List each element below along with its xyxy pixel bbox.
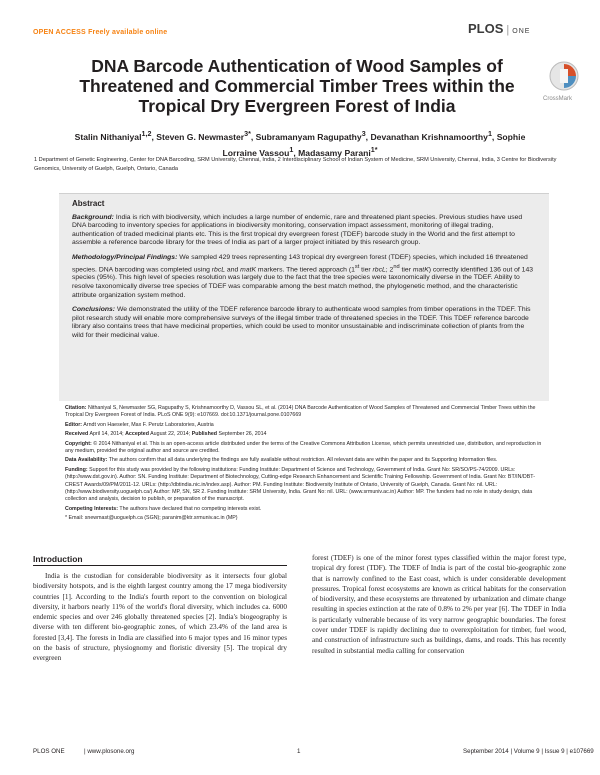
intro-column-right: forest (TDEF) is one of the minor forest types classified within the major forest type, tropical dry forest (TDF). The TDEF of India is part of the costal bio-geographic zone that is narrowly confined to the East coast, which is under considerable development pressures. Tropical forest ecosystems are known as critical habitats for the conservation of biodiversity, and these ecosystems are threatened by urbanization and climate change resulting in species extinction at the rate of 0.8% to 2% per year [6]. The TDEF in India is particularly vulnerable because of its very narrow geographic boundaries. The forest cover under TDEF is rapidly declining due to overexploitation for timber, fuel wood, and construction of infrastructure such as buildings, dams, and roads. This has recently resulted in substantial media calling for conservation xyxy=(312,554,566,655)
footer-page-number: 1 xyxy=(297,748,301,755)
abstract-conclusions: Conclusions: We demonstrated the utility of the TDEF reference barcode library to authenticate wood samples from timber operations in the TDEF. This pilot research study will enable more comprehensive surveys of the illegal timber trade of threatened species in the TDEF. This TDEF reference barcode library also contains trees that have medicinal properties, which could be used to monitor unsustainable and indiscriminate collection of plants from the wild for their medicinal value. xyxy=(72,306,531,339)
author-list: Stalin Nithaniyal$^{1,2}$, Steven G. Newmaster$^{3*}$, Subramanyam Ragupathy$^3$, Devanathan Krishnamoorthy$^1$, Sophie Lorraine Vassou$^1$, Madasamy Parani$^{1*}$ xyxy=(74,130,526,158)
abstract-box xyxy=(59,193,549,401)
open-access-banner xyxy=(33,29,167,36)
editor: Editor: Arndt von Haeseler, Max F. Perutz Laboratories, Austria xyxy=(65,421,214,428)
competing-interests: Competing Interests: The authors have declared that no competing interests exist. xyxy=(65,505,262,512)
funding: Funding: Support for this study was provided by the following institutions: Funding Institute: Department of Science and Technology, Government of India. Grant No: SR/SO/PS-74/2009. URLs: (http://www.dst.gov.in). Author: SN. Funding Institute: Department of Biotechnology, Cutting-edge Research Enhancement and Scientific Training Fellowship. Government of India. Grant No: BT/IN/DBT-CREST Awards/09/PM/2011-12. URLs: (http://dbtindia.nic.in/index.asp). Author: PM. Funding Institute: Biodiversity Institute of Ontario, University of Guelph, Canada. Grant No: nil. URL: (http://www.biodiversity.uoguelph.ca/) Author: MP, SN, SR 2. Funding Institute: SRM University, India. Grant No: nil. URL: (www.srmuniv.ac.in) Author: MP. The funders had no role in study design, data collection and analysis, decision to publish, or preparation of the manuscript. xyxy=(65,466,535,503)
article-metadata xyxy=(65,405,543,525)
crossmark-label: CrossMark xyxy=(543,96,573,102)
author[interactable]: Devanathan Krishnamoorthy$^1$ xyxy=(370,130,492,142)
section-divider xyxy=(33,565,287,566)
abstract-methods: Methodology/Principal Findings: We sampled 429 trees representing 143 tropical dry evergreen forest (TDEF) species, which included 16 threatened species. DNA barcoding was completed using rbcL and matK markers. The tiered approach (1st tier rbcL; 2nd tier matK) correctly identified 136 out of 143 species (95%). This high level of species resolution was largely due to the fact that the tree species were taxonomically diverse in the TDEF. Ability to resolve taxonomically diverse tree species of TDEF was comparable among the best match method, the phylogenetic method, and the characteristic attribute organization system method. xyxy=(72,253,534,299)
open-access-label: OPEN ACCESS xyxy=(33,29,86,36)
author[interactable]: Steven G. Newmaster$^{3*}$ xyxy=(156,130,251,142)
abstract-heading: Abstract xyxy=(72,199,105,208)
dates: Received April 14, 2014; Accepted August 22, 2014; Published September 26, 2014 xyxy=(65,431,267,438)
footer-journal: PLOS ONE xyxy=(33,748,65,755)
footer-issue: September 2014 | Volume 9 | Issue 9 | e107669 xyxy=(463,748,594,755)
article-title: DNA Barcode Authentication of Wood Samples of Threatened and Commercial Timber Trees within the Tropical Dry Evergreen Forest of India xyxy=(79,56,515,116)
freely-available-label: Freely available online xyxy=(88,29,168,36)
copyright: Copyright: © 2014 Nithaniyal et al. This is an open-access article distributed under the terms of the Creative Commons Attribution License, which permits unrestricted use, distribution, and reproduction in any medium, provided the original author and source are credited. xyxy=(65,440,542,455)
author[interactable]: Sophie Lorraine Vassou$^1$ xyxy=(222,131,526,158)
contact-email[interactable]: * Email: snewmast@uoguelph.ca (SGN); paranim@ktr.srmuniv.ac.in (MP) xyxy=(65,515,238,522)
author[interactable]: Subramanyam Ragupathy$^3$ xyxy=(255,130,366,142)
citation: Citation: Nithaniyal S, Newmaster SG, Ragupathy S, Krishnamoorthy D, Vassou SL, et al. (2014) DNA Barcode Authentication of Wood Samples of Threatened and Commercial Timber Trees within the Tropical Dry Evergreen Forest of India. PLoS ONE 9(9): e107669. doi:10.1371/journal.pone.0107669 xyxy=(65,405,536,419)
footer-site-link[interactable]: | www.plosone.org xyxy=(84,748,135,755)
affiliations: 1 Department of Genetic Engineering, Center for DNA Barcoding, SRM University, Chennai, India, 2 Interdisciplinary School of Indian System of Medicine, SRM University, Chennai, India, 3 Centre for Biodiversity Genomics, University of Guelph, Guelph, Ontario, Canada xyxy=(34,157,557,172)
intro-column-left: India is the custodian for considerable biodiversity as it intersects four global biodiversity hotspots, and is the eighth largest country among the 17 mega biodiversity countries [1]. According to the India's fourth report to the convention on biological diversity, it harbors nearly 11% of the world's floral diversity, which includes ca. 6000 endemic species and over 246 globally threatened species [2]. India's biogeography is diverse with ten different bio-geographic zones, of which 23.4% of the land area is forested [3,4]. The forests in India are classified into 6 major types and 16 minor types on the basis of structure, physiognomy and floristic diversity [5]. The tropical dry evergreen xyxy=(33,572,287,663)
introduction-heading: Introduction xyxy=(33,554,83,564)
crossmark-icon[interactable] xyxy=(548,60,580,94)
abstract-background: Background: India is rich with biodiversity, which includes a large number of endemic, rare and threatened plant species. Previous studies have used DNA barcoding to inventory species for applications in biodiversity monitoring, conservation impact assessment, monitoring of illegal trading, authentication of traded medicinal plants etc. This is the first tropical dry evergreen forest (TDEF) barcode study in the World and the first attempt to assemble a reference barcode library for the trees of India as part of a larger project initiated by this research group. xyxy=(72,213,523,247)
journal-logo: PLOS | ONE xyxy=(468,21,531,36)
data-availability: Data Availability: The authors confirm that all data underlying the findings are fully available without restriction. All relevant data are within the paper and its Supporting Information files. xyxy=(65,457,498,464)
brand-suffix: ONE xyxy=(512,28,531,35)
brand-text: PLOS xyxy=(468,21,504,36)
author[interactable]: Madasamy Parani$^{1*}$ xyxy=(298,145,378,158)
author[interactable]: Stalin Nithaniyal$^{1,2}$ xyxy=(74,130,152,142)
